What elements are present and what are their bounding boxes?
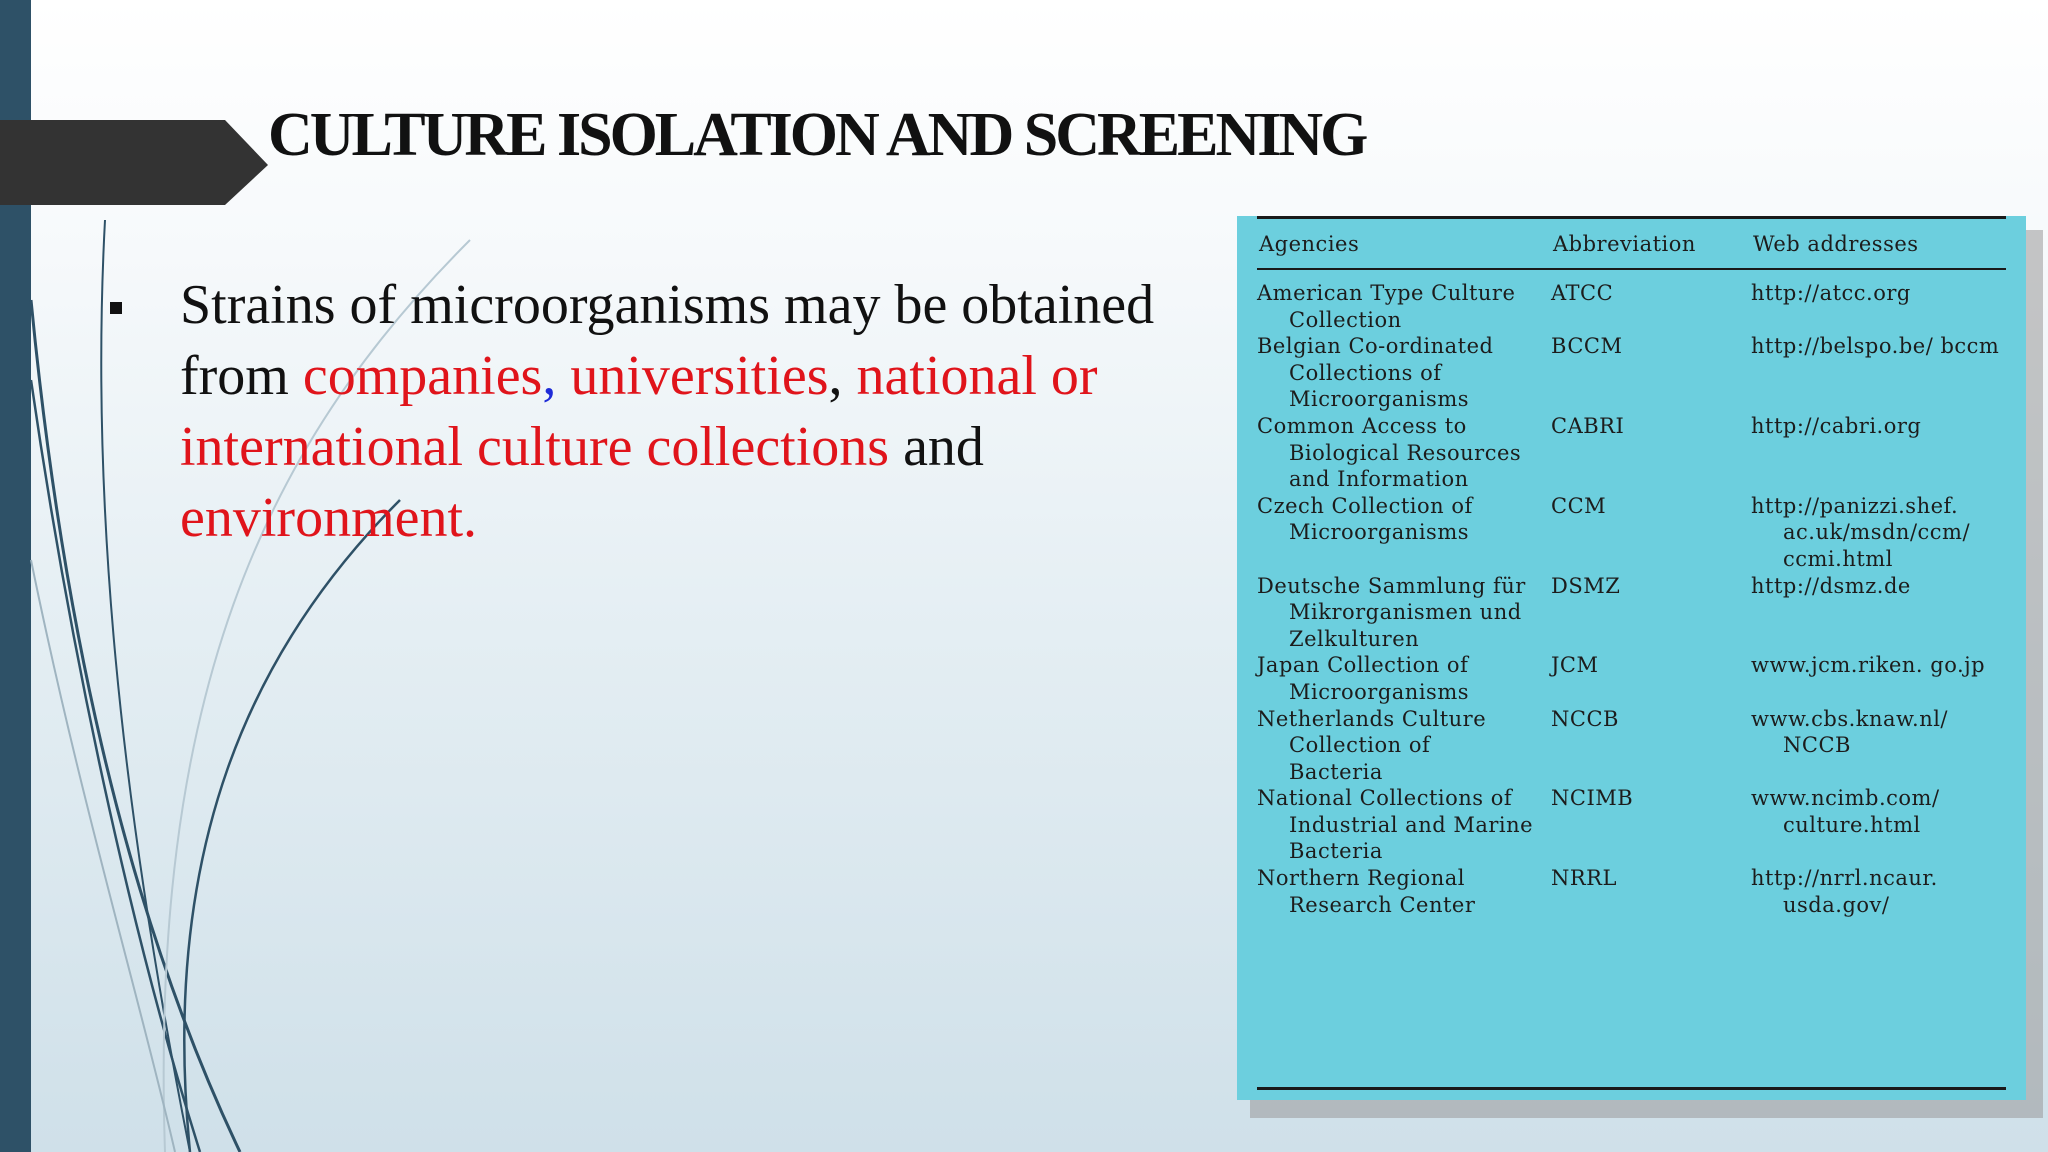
- agency-name: Japan Collection of Microorganisms: [1257, 653, 1470, 704]
- agency-abbreviation: ATCC: [1551, 281, 1614, 305]
- culture-collections-table: [1237, 216, 2026, 1100]
- agency-name: Netherlands Culture Collection of Bacteria: [1257, 706, 1487, 784]
- agency-web-address: http://nrrl.ncaur. usda.gov/: [1751, 866, 1938, 917]
- table-row: [1257, 785, 2023, 865]
- table-row: [1257, 652, 2023, 705]
- header-abbreviation: Abbreviation: [1553, 232, 1696, 256]
- agency-name: National Collections of Industrial and Marine Bacteria: [1257, 786, 1534, 864]
- agency-name: Deutsche Sammlung für Mikrorganismen und Zelkulturen: [1257, 573, 1526, 651]
- table-row: [1257, 280, 2023, 333]
- left-accent-bar: [0, 0, 31, 1152]
- table-row: [1257, 333, 2023, 413]
- highlight-companies: companies: [302, 345, 543, 407]
- agency-name: Northern Regional Research Center: [1257, 866, 1476, 917]
- bullet-text-comma: ,: [828, 345, 857, 407]
- blue-comma: ,: [542, 345, 557, 407]
- highlight-universities: universities: [570, 345, 829, 407]
- agency-abbreviation: CABRI: [1551, 413, 1625, 438]
- agency-web-address: www.jcm.riken. go.jp: [1751, 653, 1986, 678]
- table-row: [1257, 413, 2023, 493]
- bullet-text-and: and: [889, 416, 984, 478]
- square-bullet-icon: [110, 302, 122, 314]
- agency-web-address: http://dsmz.de: [1751, 573, 1911, 598]
- bullet-text-plain: Strains of microorganisms may be obtained from: [180, 274, 1155, 407]
- highlight-culture-collections: national or international culture collections: [180, 345, 1098, 478]
- agency-web-address: www.ncimb.com/ culture.html: [1751, 786, 1940, 837]
- agency-abbreviation: NCIMB: [1551, 786, 1634, 811]
- agency-web-address: www.cbs.knaw.nl/ NCCB: [1751, 706, 1949, 758]
- table-header-rule: [1257, 268, 2006, 270]
- agencies-table-body: [1257, 280, 2023, 918]
- agency-abbreviation: CCM: [1551, 493, 1607, 518]
- header-agencies: Agencies: [1259, 232, 1360, 256]
- header-web-addresses: Web addresses: [1753, 232, 1919, 256]
- agency-abbreviation: BCCM: [1551, 334, 1623, 359]
- bullet-text: [180, 270, 1250, 554]
- agency-web-address: http://panizzi.shef. ac.uk/msdn/ccm/ ccmi.html: [1751, 493, 1971, 571]
- agency-web-address: http://cabri.org: [1751, 413, 1922, 438]
- table-row: [1257, 865, 2023, 918]
- table-top-rule: [1257, 216, 2006, 219]
- bullet-point: [100, 270, 1250, 554]
- agency-name: Belgian Co-ordinated Collections of Microorganisms: [1257, 334, 1494, 412]
- agency-name: American Type Culture Collection: [1257, 281, 1516, 332]
- agency-abbreviation: JCM: [1551, 653, 1599, 678]
- highlight-environment: environment.: [180, 487, 478, 549]
- agency-abbreviation: NRRL: [1551, 866, 1617, 891]
- agency-web-address: http://belspo.be/ bccm: [1751, 334, 2000, 359]
- agency-abbreviation: DSMZ: [1551, 573, 1621, 598]
- bullet-text-spacer: [556, 345, 570, 407]
- agency-name: Common Access to Biological Resources and Information: [1257, 413, 1522, 492]
- agency-web-address: http://atcc.org: [1751, 281, 1911, 305]
- slide-title: CULTURE ISOLATION AND SCREENING: [268, 101, 1366, 169]
- agency-name: Czech Collection of Microorganisms: [1257, 493, 1473, 545]
- agency-abbreviation: NCCB: [1551, 706, 1619, 731]
- table-bottom-rule: [1257, 1087, 2006, 1090]
- table-row: [1257, 573, 2023, 653]
- table-row: [1257, 706, 2023, 786]
- table-row: [1257, 493, 2023, 573]
